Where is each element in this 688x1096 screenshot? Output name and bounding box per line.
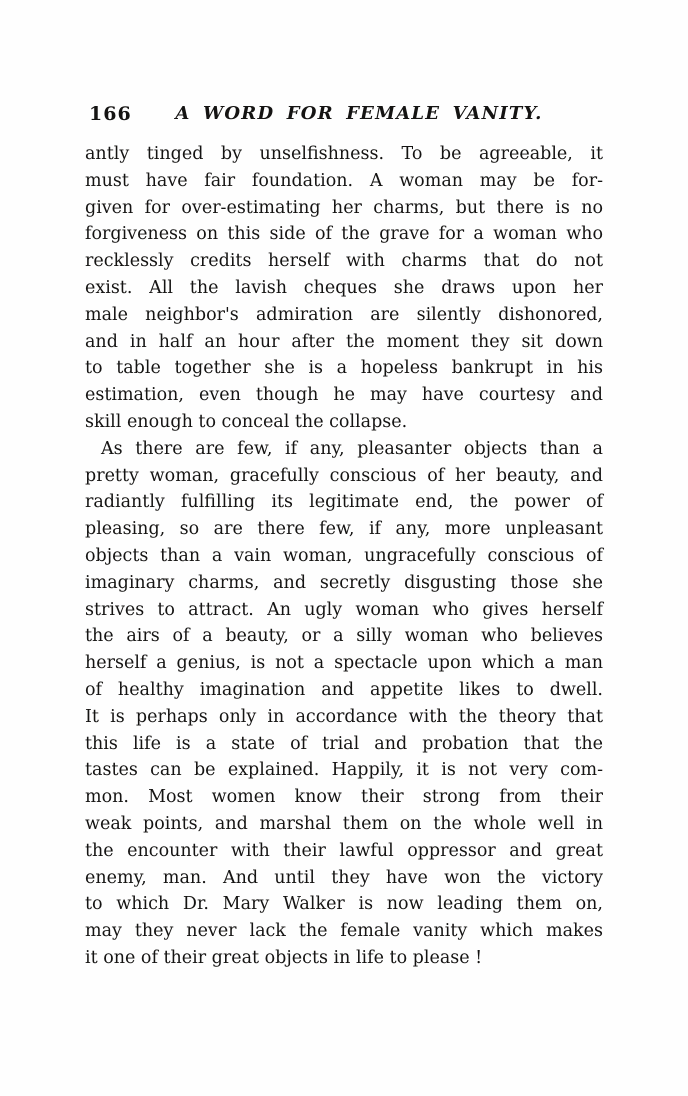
text-line: and in half an hour after the moment they sit down	[85, 331, 603, 352]
page-text	[85, 141, 603, 972]
text-line: mon. Most women know their strong from their	[85, 787, 603, 808]
text-line: male neighbor's admiration are silently dishonored,	[85, 304, 603, 325]
page-number: 166	[89, 103, 132, 125]
text-line: It is perhaps only in accordance with the theory that	[85, 706, 603, 727]
text-line: the airs of a beauty, or a silly woman who believes	[85, 626, 603, 647]
text-line: must have fair foundation. A woman may be for-	[85, 170, 603, 191]
paragraph	[85, 436, 603, 972]
text-line: recklessly credits herself with charms that do not	[85, 251, 603, 272]
text-line: pleasing, so are there few, if any, more unpleasant	[85, 519, 603, 540]
text-line: weak points, and marshal them on the whole well in	[85, 813, 603, 834]
text-line: objects than a vain woman, ungracefully conscious of	[85, 545, 603, 566]
text-line: it one of their great objects in life to please !	[85, 947, 483, 968]
text-line: forgiveness on this side of the grave for a woman who	[85, 224, 603, 245]
text-line: pretty woman, gracefully conscious of her beauty, and	[85, 465, 603, 486]
text-line: herself a genius, is not a spectacle upon which a man	[85, 653, 603, 674]
text-line: this life is a state of trial and probation that the	[85, 733, 603, 754]
text-line: As there are few, if any, pleasanter objects than a	[101, 438, 603, 459]
paragraph	[85, 141, 603, 436]
text-line: estimation, even though he may have courtesy and	[85, 385, 603, 406]
running-head-title: A WORD FOR FEMALE VANITY.	[175, 103, 543, 124]
text-line: skill enough to conceal the collapse.	[85, 411, 408, 432]
text-line: to table together she is a hopeless bankrupt in his	[85, 358, 603, 379]
text-line: enemy, man. And until they have won the victory	[85, 867, 603, 888]
running-header	[85, 103, 603, 129]
text-line: of healthy imagination and appetite likes to dwell.	[85, 679, 603, 700]
text-line: given for over-estimating her charms, but there is no	[85, 197, 603, 218]
text-line: exist. All the lavish cheques she draws upon her	[85, 277, 603, 298]
text-line: radiantly fulfilling its legitimate end, the power of	[85, 492, 603, 513]
text-line: tastes can be explained. Happily, it is not very com-	[85, 760, 603, 781]
text-line: to which Dr. Mary Walker is now leading them on,	[85, 894, 603, 915]
text-line: imaginary charms, and secretly disgusting those she	[85, 572, 603, 593]
text-line: antly tinged by unselfishness. To be agreeable, it	[85, 144, 603, 164]
text-line: the encounter with their lawful oppressor and great	[85, 840, 603, 861]
text-line: strives to attract. An ugly woman who gives herself	[85, 599, 603, 620]
text-line: may they never lack the female vanity which makes	[85, 921, 603, 942]
